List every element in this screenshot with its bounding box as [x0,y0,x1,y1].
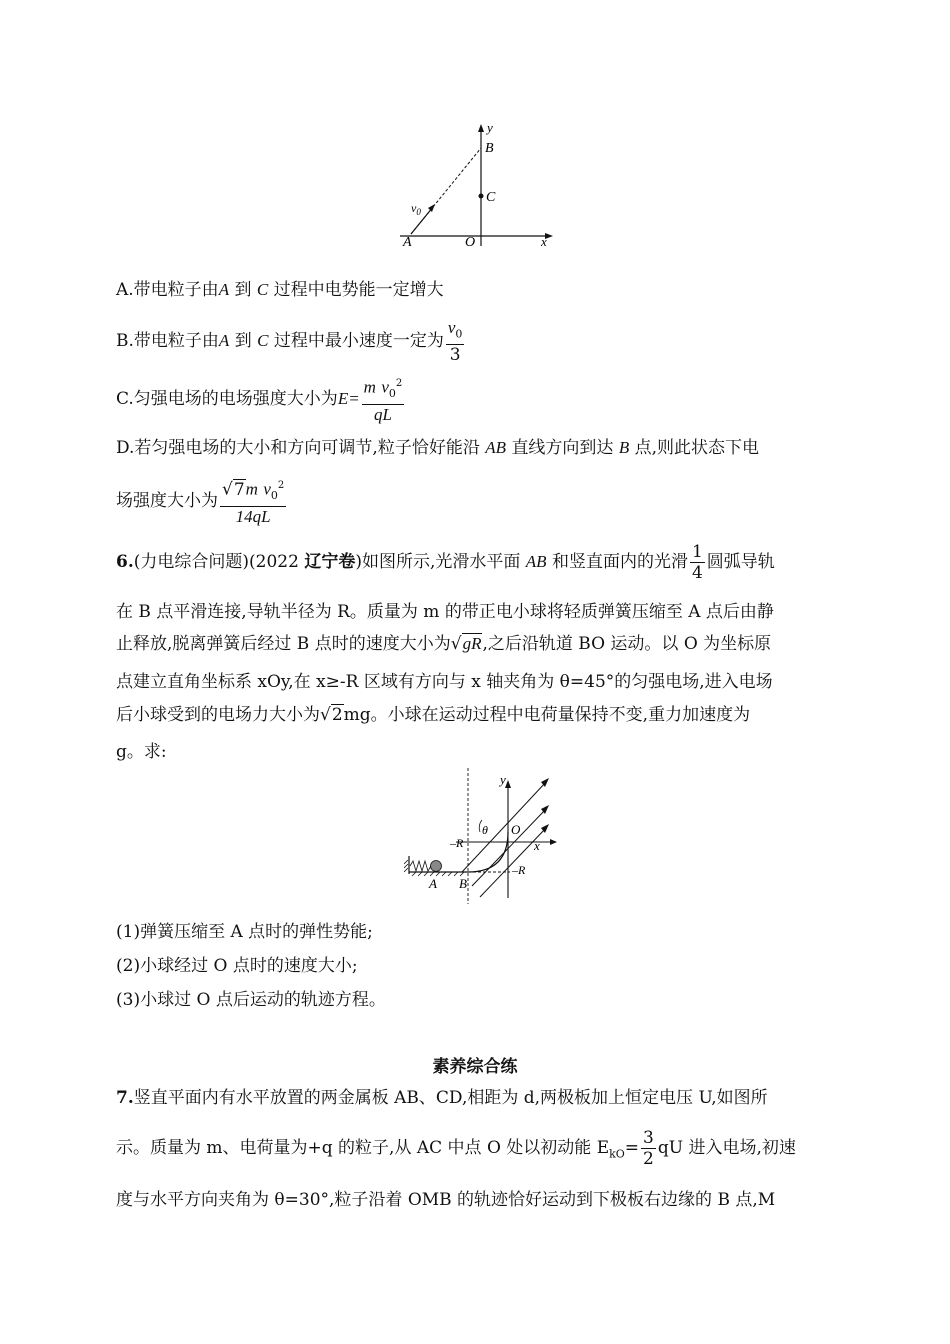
q7-line-2: 示。质量为 m、电荷量为+q 的粒子,从 AC 中点 O 处以初动能 $E_{kO}=$ $\frac{3}{2}$ qU 进入电场,初速 [116,1128,796,1169]
fig2-y-label: y [500,772,506,787]
fig2-A-label: A [429,876,437,891]
q7-line-3: 度与水平方向夹角为 θ=30°,粒子沿着 OMB 的轨迹恰好运动到下极板右边缘的 B 点,M [116,1190,776,1210]
fig1-A-label: A [403,235,412,250]
fig1-y-label: y [487,120,493,135]
fig2-theta-label: θ [482,823,488,837]
fig2-negR2-label: –R [512,863,526,877]
fig1-v0-label: $v_0$ [411,201,421,217]
fig2-x-label: x [534,838,540,853]
fig1-x-label: x [541,234,547,249]
q6-line-3: 止释放,脱离弹簧后经过 B 点时的速度大小为√gR,之后沿轨道 BO 运动。以 O 为坐标原 [116,634,772,654]
q6-sub-3: (3)小球过 O 点后运动的轨迹方程。 [116,990,386,1010]
option-c-fraction: $\frac{m v_0^2}{qL}$ [362,374,405,425]
fig2-B-label: B [459,876,467,891]
option-d-line-1: D.若匀强电场的大小和方向可调节,粒子恰好能沿 AB 直线方向到达 B 点,则此状态下电 [116,438,760,458]
option-b-fraction: $\frac{v_0}{3}$ [447,318,463,366]
fig1-C-label: C [486,190,496,205]
option-d-line-2: 场强度大小为 $\frac{√7m v_0^2}{14qL}$ [116,476,288,527]
q7-line-1: 7.竖直平面内有水平放置的两金属板 AB、CD,相距为 d,两极板加上恒定电压 U,如图所 [116,1088,768,1108]
q6-line-4: 点建立直角坐标系 xOy,在 x≥-R 区域有方向与 x 轴夹角为 θ=45°的匀强电场,进入电场 [116,672,773,692]
q6-line-1: 6.(力电综合问题)(2022 辽宁卷)如图所示,光滑水平面 AB 和竖直面内的光滑 $\frac{1}{4}$ 圆弧导轨 [116,542,775,583]
q6-quarter-fraction: $\frac{1}{4}$ [691,542,703,583]
option-c: C.匀强电场的电场强度大小为E= $\frac{m v_0^2}{qL}$ [116,374,406,425]
option-a: A.带电粒子由A 到 C 过程中电势能一定增大 [116,280,444,300]
fig1-O-label: O [465,235,476,250]
q6-sub-1: (1)弹簧压缩至 A 点时的弹性势能; [116,922,373,942]
option-d-fraction: $\frac{√7m v_0^2}{14qL}$ [220,476,286,527]
fig1-B-label: B [485,141,494,156]
fig2-negR1-label: –R [450,836,464,850]
figure-1-diagram [395,118,560,253]
option-b: B.带电粒子由A 到 C 过程中最小速度一定为 $\frac{v_0}{3}$ [116,318,463,366]
q6-sub-2: (2)小球经过 O 点时的速度大小; [116,956,358,976]
figure-2-diagram [404,764,564,904]
fig2-O-label: O [511,822,521,837]
q6-line-2: 在 B 点平滑连接,导轨半径为 R。质量为 m 的带正电小球将轻质弹簧压缩至 A 点后由静 [116,602,774,622]
section-title: 素养综合练 [432,1057,518,1077]
q6-line-5: 后小球受到的电场力大小为√2mg。小球在运动过程中电荷量保持不变,重力加速度为 [116,705,751,725]
q7-fraction: $\frac{3}{2}$ [643,1128,654,1169]
q6-line-6: g。求: [116,742,167,762]
